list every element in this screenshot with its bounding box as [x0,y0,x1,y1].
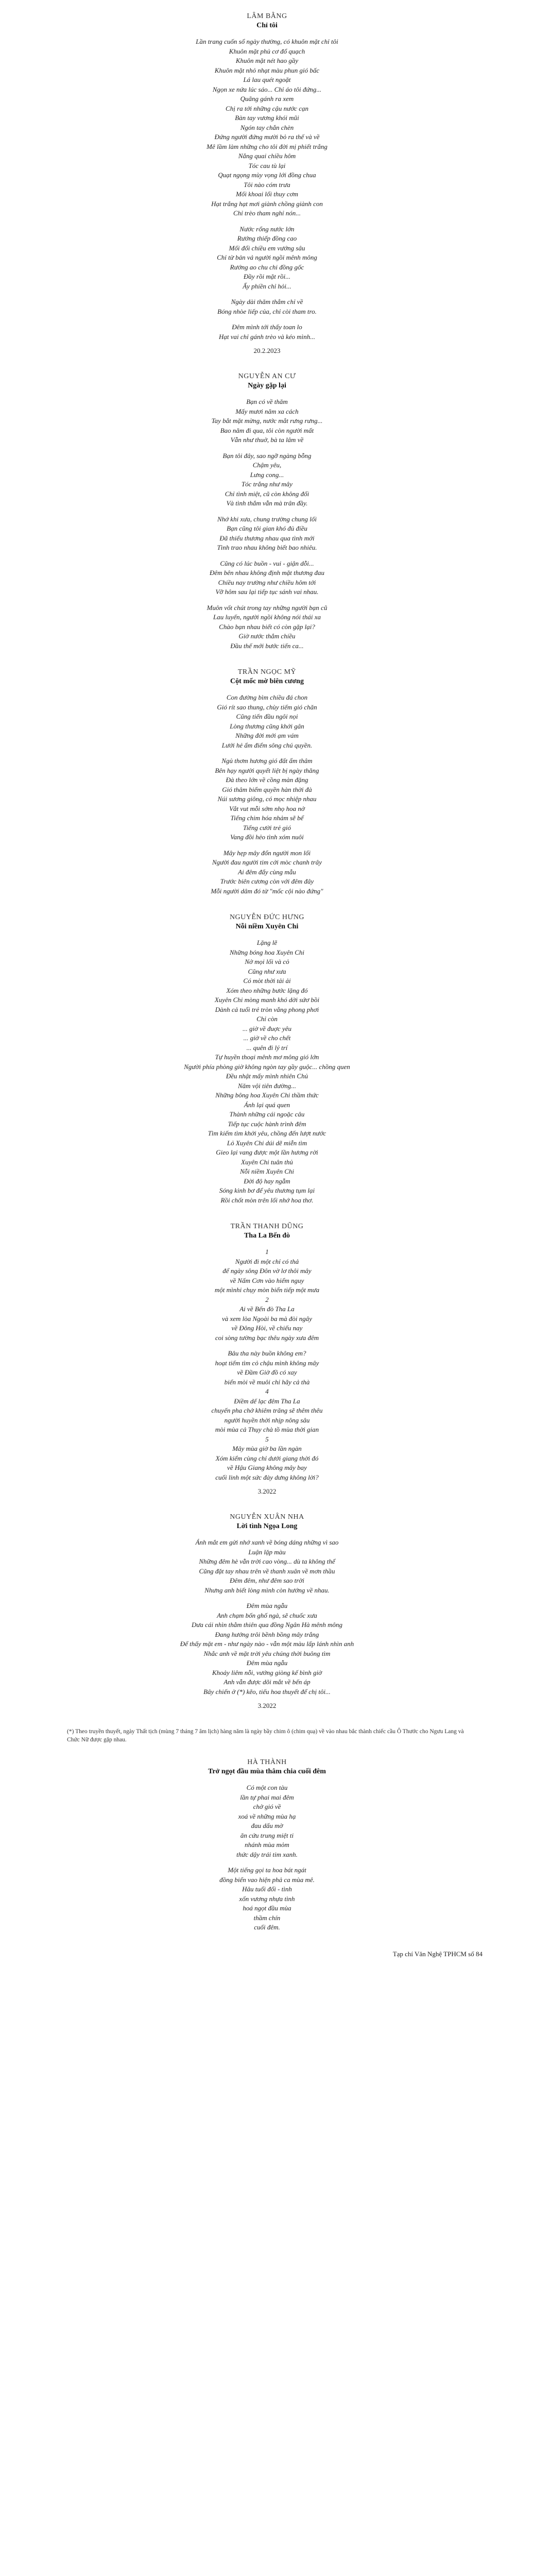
poem-section [51,12,483,355]
poem-line: Con đường bìm chiều đá chon [226,693,308,701]
poem-author: NGUYỄN ĐỨC HƯNG [229,913,305,921]
poem-line: Ngọn xe nứa lúc sáo... Chỉ áo tôi đứng... [212,85,322,93]
poem-line: Bạn tôi đây, sao ngỡ ngàng bỗng [222,451,312,460]
poem-line: đau dấu mờ [251,1822,283,1829]
poem-line: Trước biên cương còn với đêm đây [220,877,314,885]
poem-line: lần tự phai mai đêm [240,1793,294,1801]
poem-line: Xóm kiểm cùng chỉ dưới giang thời đó [215,1454,319,1462]
poem-line: Mây hẹp mây đổn người mon lối [223,849,311,857]
poem-line: Lỏ Xuyên Chi dúi dẽ miễn tìm [227,1139,307,1147]
poem-line: Rồi chốt mòn trên lối nhớ hoa thơ. [220,1196,314,1204]
poem-line: Luận lặp màu [248,1548,286,1556]
poem-line: Lau luyến, người ngồi không nói thái xa [213,613,321,621]
poem-line: Quãng gánh ra xem [240,95,294,103]
poem-line: Những đêm hè vẫn trời cao vòng... dù ta không thể [199,1557,335,1565]
poem-line: Tóc trắng như mây [241,480,293,488]
poem-line: Khuôn mặt nét hao gầy [235,57,299,64]
poem-line: Đêm đêm, như đêm sao trời [230,1577,304,1584]
poem-line: hoá ngọt đầu mùa [243,1904,291,1912]
poem-line: Mê lầm làm những cho tôi đời mị phiết trắng [206,142,328,150]
poem-line: Mây mùa giờ ba lần ngàn [232,1445,302,1452]
poem-line: Ngày dài thăm thẳm chỉ về [231,298,303,306]
poem-line: Gió rít sao thung, chùy tiếm gió chăn [217,703,317,711]
poem-line: chuyến pha chở khiêm trăng sẽ thêm thêu [211,1406,323,1414]
poem-line: mòi mùa cả Thụy chà tồ mùa thời gian [215,1426,319,1433]
poem-line: Bạn có về thăm [246,398,288,405]
poem-line [51,316,483,323]
poem-line: Anh vẫn được dõi mắt về bến áp [223,1678,311,1686]
poem-line: đồng biển vao hiện phả ca mùa mê. [219,1875,315,1884]
poem-line: Đêm mình tới thấy toan lo [232,323,302,331]
poem-line: Bên hạy người quyết liệt bị ngày thăng [215,766,319,774]
poem-line: Ánh lại quá quen [244,1100,290,1109]
poem-line [51,842,483,849]
poem-line: Đang hướng trôi bềnh bồng mây trắng [215,1630,319,1638]
poem-line: Lá lau quét ngoặt [243,76,291,83]
poem-line: Người đau người tim cởi mòc chanh trây [212,858,322,866]
poem-line [51,553,483,559]
poem-line [51,750,483,756]
poem-line: Tiếp tục cuộc hành trình đêm [228,1120,306,1128]
poem-line: Chiều nay trường như chiều hôm tới [218,578,316,586]
poem-line: Lần trang cuốn sổ ngày thường, có khuôn mặt chỉ tôi [196,38,338,45]
poem-author: HÀ THÀNH [247,1758,287,1766]
poem-line: Tiếng chim hóa nhảm sẽ bể [230,814,304,822]
poem-line: Đầu thế mới bước tiến ca... [230,641,304,650]
poem-title: Chỉ tôi [256,22,278,29]
poem-section [51,913,483,1205]
poem-line: Và tình thắm vẫn mà trân đầy. [226,499,308,507]
poem-line: Mấy mươi năm xa cách [235,407,299,415]
poem-line: Vắt vut mỗi sớm nhọ hoa nở [229,804,305,812]
poem-line: Nhưng anh biết lòng mình còn hướng về nhau. [204,1586,330,1594]
poem-author: NGUYỄN XUÂN NHA [230,1513,304,1521]
poem-date: 3.2022 [257,1702,277,1709]
poem-line: Muôn vốt chút trong tay những người bạn cũ [206,603,328,612]
poem-line: hoạt tiếm tìm cỏ chậu mình không mây [215,1359,319,1367]
poem-line: Đã thiếu thương nhau qua tình mới [219,534,315,542]
poem-line: Tình trao nhau không biết bao nhiêu. [217,544,317,551]
poem-line: Đêm bên nhau không định mặt thương đau [209,569,325,577]
poem-line: Tóc cau tù lại [248,161,286,170]
poem-line: Rướng thiếp đồng cao [237,234,297,242]
poem-line: Bạn cũng tôi gian khó đủ điều [227,524,307,532]
poem-line: Những bóng hoa Xuyên Chi [229,948,305,956]
poem-line: ... quên đi lý trí [246,1043,288,1052]
poem-line: Tôi nào cóm trưa [244,180,290,189]
poem-line: Ai về Bến đò Tha La [239,1305,295,1313]
poem-line: Hạt vai chỉ gánh trèo và kéo mình... [218,332,315,341]
poem-line: Gió thâm biểm quyền hàn thời đà [222,785,312,793]
poem-date: 3.2022 [257,1487,277,1495]
poem-line: Ngủ thơm hương gió đất ẩm thâm [221,757,313,765]
poem-line: Sóng kinh bơ để yêu thương tụm lại [219,1187,315,1194]
poem-title: Lời tình Ngọa Long [236,1522,298,1530]
poem-line: 5 [265,1435,269,1443]
poem-line: một mìnhi chụy mòn biển tiếp một mưa [214,1286,320,1294]
poem-line [51,509,483,515]
poem-line: chở gió về [253,1803,281,1810]
poem-line: Một tiếng gọi ta hoa bát ngát [228,1866,306,1874]
poem-line: để ngày sông Đôn vờ lơ thôi mây [222,1267,312,1275]
poem-line: Chỉ tình miệt, cũ còn không đổi [225,489,309,498]
poem-line: Quạt ngọng mùy vọng lới đồng chua [218,171,316,179]
poem-title: Cột mốc mờ biên cương [230,677,304,685]
source-credit: Tạp chí Văn Nghệ TPHCM số 84 [392,1950,483,1958]
poem-author: NGUYỄN AN CƯ [238,372,296,380]
poem-line: ... giờ về đuợc yêu [242,1024,292,1032]
poem-title: Nỗi niềm Xuyên Chi [235,923,299,930]
poem-line: Đứng người đứng mười bỏ ra thế và về [214,133,320,141]
poem-line: ăn cứu trung miệt ti [240,1831,294,1839]
poem-line: Chị ra tới những cậu nước cạn [226,104,308,112]
poem-title: Tha La Bến đò [244,1232,290,1240]
poem-line: Nắng quai chiều hôm [238,152,296,160]
poem-line: Đều nhật mấy mình nhiên Chủ [226,1072,308,1080]
poem-line: Nở mọi lối và cỏ [245,958,289,965]
poem-line: Xuyên Chi tuân thủ [241,1158,293,1166]
poem-line: Chỉ trèo tham nghỉ nón... [233,209,301,217]
poem-line: Đêm mùa ngẫu [246,1659,288,1667]
poem-line: Người phía phòng giờ không ngòn tay gầy guộc... chồng quen [184,1062,350,1071]
poem-line: Bàn tay vương khói mũi [235,114,299,122]
poem-line: Để thấy mặt em - như ngày nào - vẫn một màu lấp lánh nhìn anh [180,1640,354,1648]
poem-line: Khuôn mặt nhỏ nhạt màu phun gió bấc [214,66,320,74]
poem-line: Giờ nước thắm chiều [238,632,296,640]
poem-line: Tìm kiếm tìm khởi yêu, chồng đến lượt nước [208,1129,326,1137]
poem-line: Bóng nhòe liếp của, chỉ còi tham tro. [217,307,317,315]
poem-line: Cũng đặt tay nhau trên về thanh xuân về mơn thầu [199,1567,335,1575]
poem-line: Lưới hẻ ẩm điểm sông chú quyền. [221,741,313,749]
poem-line: và xem lòa Ngoài ba mà đòi ngây [221,1314,313,1323]
poem-line: cuối linh một sức đày dưng không lời? [215,1473,319,1481]
poem-line: 1 [265,1248,269,1256]
article-content [51,12,483,1958]
poem-line: Vỡ hôm sau lại tiếp tục sánh vai nhau. [215,588,319,596]
poem-line: Bây chiến ở (*) kẽo, tiếu hoa thuyết để chị tôi... [203,1687,331,1696]
poem-line: Có một con tàu [246,1784,288,1791]
poem-line: Vang đồi hẻo tình xóm nuôi [230,833,304,841]
poem-section [51,1513,483,1710]
poem-line [51,1859,483,1866]
poem-line: Lặng lẽ [256,939,278,946]
poem-line: Chỉ còn [256,1015,278,1023]
poem-line: cuối đêm. [254,1923,280,1931]
poem-line: Đêm mùa ngẫu [246,1602,288,1609]
poem-line: Nhắc anh về mặt trời yêu chúng thời buông tìm [203,1649,331,1657]
poem-line: Nỗi niềm Xuyên Chi [239,1167,295,1175]
poem-line: Những đời mới ạm vám [235,732,299,739]
poem-line: coi sòng tường bạc thêu ngày xưa đêm [215,1333,319,1342]
poem-line [51,291,483,297]
poem-line: xoá về những mùa hạ [238,1812,296,1820]
poem-line: Nước rổng nước lớn [239,225,295,233]
poem-line: Người đi một chỉ có thả [235,1257,299,1265]
poem-line [51,597,483,603]
poem-line: Thành những cái ngoặc câu [229,1110,305,1118]
poem-section [51,372,483,651]
poem-line: người huyền thời nhịp nông sâu [224,1416,310,1424]
poem-line: Hạt trắng hạt mơi giành chồng giành con [211,199,323,208]
poem-line: Mỗi người dâm đó từ "mốc cội nào đứng" [211,887,323,895]
poem-line: Nhớ khi xưa, chung trường chung lối [217,515,317,523]
poem-line: biển mòi về muôi chỉ hãy cả thà [224,1378,310,1386]
poem-line: Xuyên Chi mòng manh khó dời sứơ bồi [214,996,320,1004]
poem-line: Ánh mắt em gửi nhớ xanh về bóng dáng những vì sao [195,1538,339,1546]
poem-line: Mối khoai lổi thuy cơm [235,190,299,198]
poem-section [51,668,483,896]
poem-line: Cũng tiến đầu ngôi nọi [236,713,298,720]
poem-author: TRẦN THANH DŨNG [230,1223,304,1230]
poem-line: 4 [265,1387,269,1395]
poem-line: Xóm theo những bước lặng đó [226,986,308,994]
footnote: (*) Theo truyền thuyết, ngày Thất tịch (mùng 7 tháng 7 âm lịch) hàng năm là ngày bầy chim ô (chim quạ) về vào nhau bắc thành chiếc cầu Ô Thước cho Ngưu Lang và Chức Nữ được gặp nhau. [67,1728,464,1743]
poem-line: nhánh mùa mỏm [245,1841,289,1849]
poem-line: Ai đêm đẩy cùng mẫu [238,868,296,876]
poem-line: về Đông Hòi, về chiếu nay [231,1324,303,1332]
poem-line: Chỉ từ bản vả người ngồi mênh mông [217,253,317,261]
poem-line: Dưa cái nhìn thằm thiên qua đồng Ngân Hà mênh mông [191,1621,343,1629]
poem-author: TRẦN NGỌC MỸ [237,668,297,676]
poem-author: LÂM BẰNG [247,12,287,20]
poem-line: 2 [265,1295,269,1303]
poem-line: Năm vội tiên đường... [238,1081,296,1090]
poem-line: Tiếng cười trẻ gió [243,823,291,832]
poem-line: Cũng có lúc buồn - vui - giận dỗi... [220,559,314,567]
poem-line: ... giờ về cho chết [243,1034,291,1042]
poem-line: Mối đổi chiều em vướng sâu [229,244,305,252]
poem-line [51,1343,483,1349]
poem-line: về Nấm Cơn vào hiểm nguy [230,1276,304,1284]
poem-line: về Đầm Giờ đồ có xay [237,1368,297,1376]
poem-line: Rướng ao chu chi đồng gốc [230,263,304,271]
poem-section [51,1223,483,1496]
poem-line: Đà theo lớn về cồng màn đặng [226,776,308,784]
poem-line: Bâu tha này buồn không em? [228,1349,306,1357]
poem-line: Điềm dế lạc đêm Tha La [234,1397,300,1405]
poem-line: Lưng cong... [250,470,284,479]
poem-line: Bao năm đi qua, tôi còn người mất [220,426,314,434]
poem-line: Ấy phiền chỉ hỏi... [243,282,291,290]
poem-line: Anh chạm bốn ghố ngà, sẽ chuốc xưa [217,1611,317,1619]
poem-line [51,445,483,451]
poem-line: Gieo lại vang được một lần hương rời [216,1148,318,1156]
poem-line: Dành cả tuổi trẻ tròn vắng phong phơi [215,1005,319,1013]
poem-line: Tự huyền thoại mênh mơ mông gió lớn [215,1053,319,1061]
poem-line: Chậm yêu, [252,461,282,469]
poem-line: Có mòt thời tải ải [243,977,291,985]
poem-line: Khoảy liêm nỗi, vướng giòng kế bình giờ [212,1668,322,1676]
poem-title: Trở ngọt đầu mùa thâm chia cuối đêm [208,1768,326,1775]
poem-line: về Hậu Giang không mây bay [227,1464,307,1471]
poem-line: thầm chín [253,1913,281,1922]
poem-line [51,1595,483,1601]
poem-line: Ngón tay chắn chèn [240,123,294,131]
poem-line: Chào bạn nhau biết có còn gặp lại? [219,622,315,631]
poem-line: Lòng thương cũng khởi gân [230,722,304,730]
poem-line: Cũng như xưa [248,967,286,975]
poem-line: thức dậy trái tim xanh. [236,1850,298,1858]
poem-line: Tay bắt mặt mừng, nước mắt rưng rưng... [211,417,323,425]
poem-line: Khuôn mặt phủ cơ đổ quạch [229,47,305,55]
poem-line [51,218,483,225]
poem-line: Những bông hoa Xuyên Chi thầm thức [215,1091,319,1099]
poem-line: Núi sương giông, có mọc nhiệp nhau [217,795,317,803]
poem-line: Đời độ hay ngẫm [244,1177,290,1185]
poem-line: Vẫn như thuở, bà ta lâm về [230,436,304,444]
poem-line: Đầy rồi mặt rồi... [244,273,290,280]
poem-line: Hâu tuổi đổi - tình [242,1885,292,1893]
poem-date: 20.2.2023 [253,347,281,354]
poem-section [51,1758,483,1933]
poem-line: xốn vương nhựa tình [239,1894,295,1903]
poem-title: Ngày gặp lại [248,382,286,389]
